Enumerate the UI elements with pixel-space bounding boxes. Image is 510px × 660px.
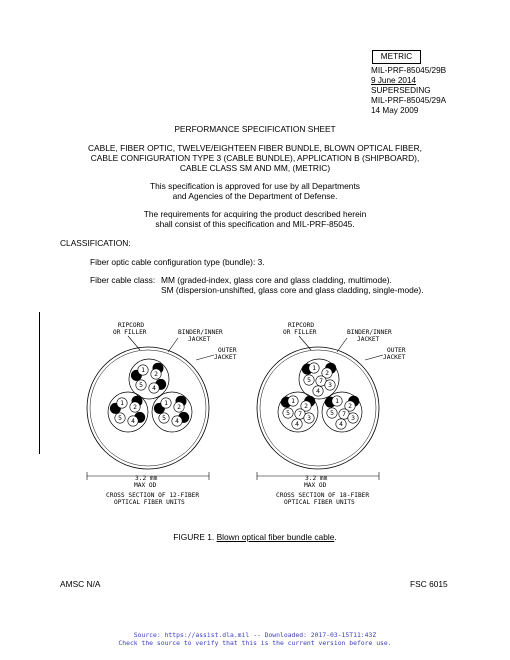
fiber-number: 4 <box>131 417 135 426</box>
previous-doc-id: MIL-PRF-85045/29A <box>371 96 447 105</box>
fiber-number: 1 <box>141 366 145 375</box>
twelve-fiber-cross-section <box>87 322 237 506</box>
outer-jacket <box>87 347 209 469</box>
figure-caption-left-line-2: OPTICAL FIBER UNITS <box>114 499 185 506</box>
fiber-number: 4 <box>295 420 299 429</box>
metric-box: METRIC <box>372 50 421 64</box>
fiber-number: 4 <box>339 420 343 429</box>
fiber-unit-2 <box>108 392 148 432</box>
fsc-label: FSC 6015 <box>410 579 448 589</box>
fiber-number: 4 <box>175 417 179 426</box>
fiber-number: 2 <box>348 402 352 411</box>
dimension-max-od: MAX OD <box>134 482 157 489</box>
dimension-max-od: MAX OD <box>304 482 327 489</box>
figure-caption-left-line-1: CROSS SECTION OF 12-FIBER <box>106 492 200 499</box>
approval-line-2: and Agencies of the Department of Defense. <box>172 191 338 201</box>
fiber-number: 7 <box>342 410 346 419</box>
fiber-number: 3 <box>351 414 355 423</box>
fiber-number: 3 <box>307 414 311 423</box>
ripcord-label-line-2: OR FILLER <box>113 329 147 336</box>
fiber-number: 7 <box>319 377 323 386</box>
fiber-number: 1 <box>120 399 124 408</box>
fiber-number: 7 <box>298 410 302 419</box>
eighteen-fiber-cross-section <box>257 322 406 506</box>
figure-caption-prefix: FIGURE 1. <box>173 532 217 542</box>
cable-class-sm: SM (dispersion-unshifted, glass core and glass cladding, single-mode). <box>161 285 424 295</box>
doc-date: 9 June 2014 <box>371 76 417 85</box>
fiber-unit-3 <box>152 392 192 432</box>
source-line-2: Check the source to verify that this is the current version before use. <box>118 639 392 647</box>
figure-caption <box>0 532 510 542</box>
doc-id: MIL-PRF-85045/29B <box>371 66 447 75</box>
subtitle-line-3: CABLE CLASS SM AND MM, (METRIC) <box>179 163 331 173</box>
binder-label-line-1: BINDER/INNER <box>347 329 392 336</box>
outer-label-line-2: JACKET <box>383 354 406 361</box>
outer-label-line-1: OUTER <box>218 347 237 354</box>
subtitle-line-2: CABLE CONFIGURATION TYPE 3 (CABLE BUNDLE), APPLICATION B (SHIPBOARD), <box>90 153 420 163</box>
figure-caption-right-line-1: CROSS SECTION OF 18-FIBER <box>276 492 370 499</box>
fiber-number: 2 <box>304 402 308 411</box>
config-type-text: Fiber optic cable configuration type (bundle): 3. <box>90 257 265 267</box>
cable-cross-section-figure <box>70 308 450 523</box>
binder-label-line-2: JACKET <box>357 336 380 343</box>
fiber-number: 5 <box>118 414 122 423</box>
amsc-label: AMSC N/A <box>60 579 101 589</box>
ripcord-label-line-1: RIPCORD <box>288 322 315 329</box>
previous-doc-date: 14 May 2009 <box>371 106 419 115</box>
fiber-number: 1 <box>164 399 168 408</box>
dimension-value: 3.2 mm <box>135 475 158 482</box>
figure-caption-right-line-2: OPTICAL FIBER UNITS <box>284 499 355 506</box>
fiber-number: 2 <box>133 403 137 412</box>
fiber-number: 4 <box>316 387 320 396</box>
ripcord-label-line-2: OR FILLER <box>283 329 317 336</box>
subtitle-line-1: CABLE, FIBER OPTIC, TWELVE/EIGHTEEN FIBER BUNDLE, BLOWN OPTICAL FIBER, <box>88 143 422 153</box>
fiber-number: 1 <box>312 364 316 373</box>
fiber-number: 3 <box>328 381 332 390</box>
superseding-label: SUPERSEDING <box>371 86 431 95</box>
figure-caption-link[interactable]: Blown optical fiber bundle cable <box>216 532 335 542</box>
outer-label-line-2: JACKET <box>214 354 237 361</box>
fiber-number: 2 <box>177 403 181 412</box>
fiber-number: 5 <box>286 409 290 418</box>
ripcord-label-line-1: RIPCORD <box>118 322 145 329</box>
fiber-number: 1 <box>335 397 339 406</box>
change-bar <box>39 312 40 454</box>
fiber-number: 2 <box>325 369 329 378</box>
fiber-number: 2 <box>154 370 158 379</box>
binder-label-line-1: BINDER/INNER <box>178 329 223 336</box>
classification-heading: CLASSIFICATION: <box>60 238 131 248</box>
approval-line-1: This specification is approved for use by all Departments <box>150 181 360 191</box>
fiber-number: 5 <box>307 376 311 385</box>
fiber-number: 5 <box>162 414 166 423</box>
fiber-number: 5 <box>330 409 334 418</box>
cable-class-label: Fiber cable class: <box>90 275 156 285</box>
source-line-1: Source: https://assist.dla.mil -- Downloaded: 2017-03-15T11:43Z <box>133 631 377 639</box>
cable-class-mm: MM (graded-index, glass core and glass cladding, multimode). <box>161 275 392 285</box>
page-title: PERFORMANCE SPECIFICATION SHEET <box>174 124 336 134</box>
fiber-unit-3 <box>322 392 362 432</box>
binder-label-line-2: JACKET <box>188 336 211 343</box>
outer-label-line-1: OUTER <box>387 347 406 354</box>
requirements-line-1: The requirements for acquiring the product described herein <box>143 209 367 219</box>
requirements-line-2: shall consist of this specification and MIL-PRF-85045. <box>155 219 355 229</box>
fiber-number: 5 <box>139 381 143 390</box>
fiber-unit-2 <box>278 392 318 432</box>
fiber-number: 4 <box>152 384 156 393</box>
dimension-value: 3.2 mm <box>305 475 328 482</box>
fiber-number: 1 <box>291 397 295 406</box>
figure-caption-suffix: . <box>334 532 337 542</box>
